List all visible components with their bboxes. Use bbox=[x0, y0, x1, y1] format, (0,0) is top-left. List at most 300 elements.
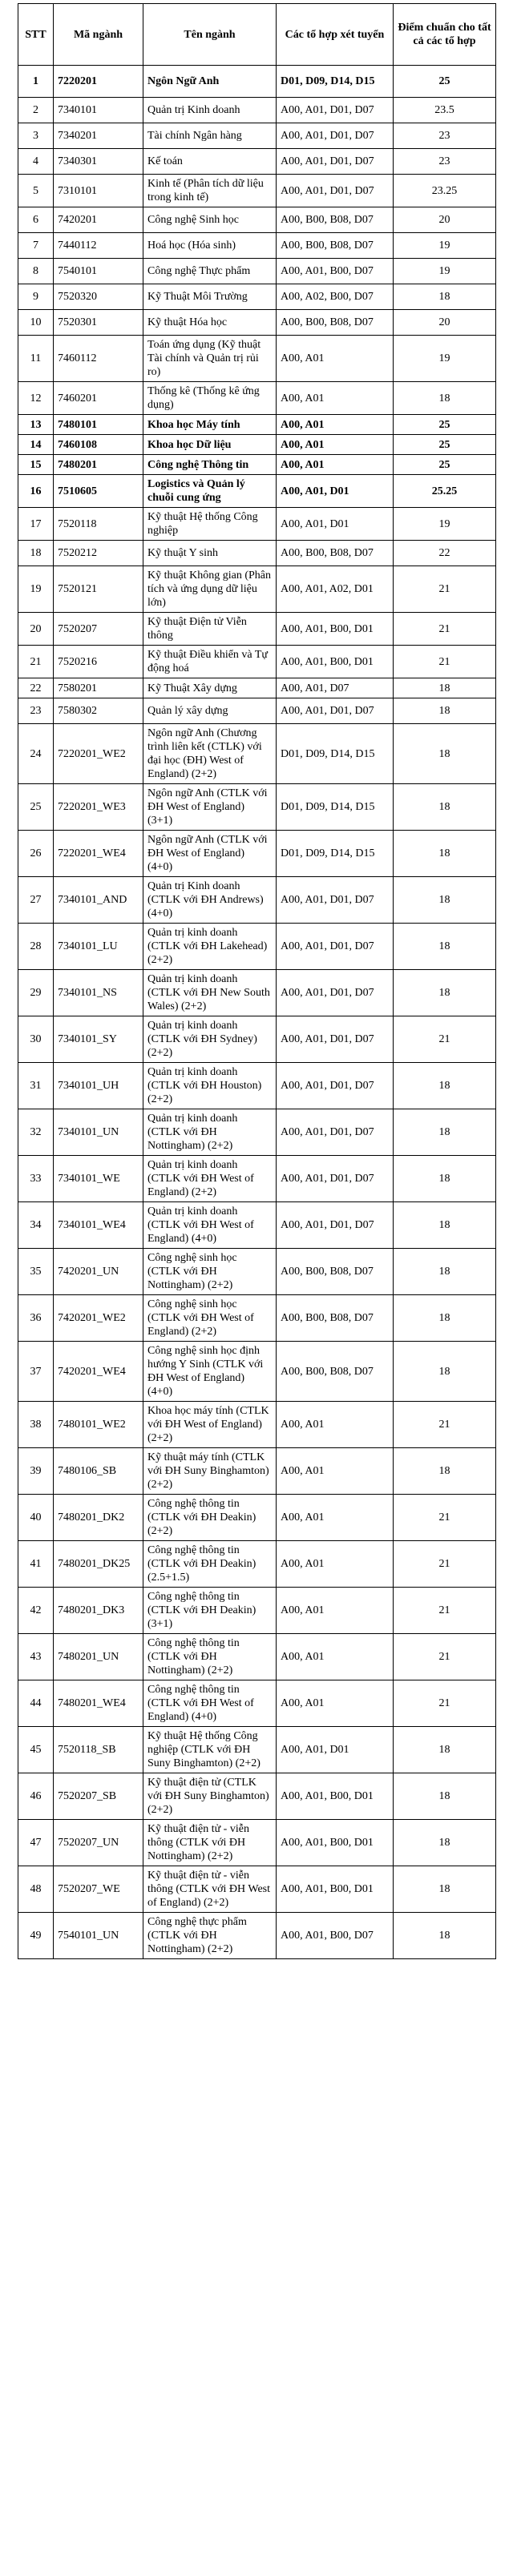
table-row bbox=[18, 970, 496, 1016]
row-cutoff-score: 18 bbox=[394, 1249, 496, 1295]
row-stt: 17 bbox=[18, 508, 54, 541]
row-subject-combinations: A00, A01, D01, D07 bbox=[277, 149, 394, 175]
row-subject-combinations: D01, D09, D14, D15 bbox=[277, 784, 394, 831]
row-subject-combinations: A00, A01 bbox=[277, 1448, 394, 1495]
row-stt: 41 bbox=[18, 1541, 54, 1588]
row-cutoff-score: 25 bbox=[394, 415, 496, 435]
row-major-code: 7340101_WE4 bbox=[54, 1202, 143, 1249]
row-major-name: Kỹ thuật Hệ thống Công nghiệp (CTLK với ĐH Suny Binghamton) (2+2) bbox=[143, 1727, 277, 1773]
table-header bbox=[18, 4, 496, 66]
table-row bbox=[18, 207, 496, 233]
row-major-code: 7510605 bbox=[54, 475, 143, 508]
row-major-name: Công nghệ thông tin (CTLK với ĐH Deakin) (2.5+1.5) bbox=[143, 1541, 277, 1588]
row-subject-combinations: A00, A01, B00, D01 bbox=[277, 613, 394, 646]
row-major-code: 7460112 bbox=[54, 336, 143, 382]
row-subject-combinations: A00, A01, D01, D07 bbox=[277, 1156, 394, 1202]
row-major-name: Khoa học máy tính (CTLK với ĐH West of England) (2+2) bbox=[143, 1402, 277, 1448]
row-major-code: 7520121 bbox=[54, 566, 143, 613]
row-major-code: 7520207_SB bbox=[54, 1773, 143, 1820]
row-major-name: Công nghệ sinh học (CTLK với ĐH Nottingham) (2+2) bbox=[143, 1249, 277, 1295]
row-stt: 21 bbox=[18, 646, 54, 678]
row-stt: 38 bbox=[18, 1402, 54, 1448]
row-stt: 7 bbox=[18, 233, 54, 259]
row-subject-combinations: A00, A01, D01, D07 bbox=[277, 698, 394, 724]
row-major-code: 7340301 bbox=[54, 149, 143, 175]
table-row bbox=[18, 98, 496, 123]
row-cutoff-score: 23 bbox=[394, 149, 496, 175]
row-major-name: Khoa học Dữ liệu bbox=[143, 435, 277, 455]
row-major-name: Thống kê (Thống kê ứng dụng) bbox=[143, 382, 277, 415]
row-cutoff-score: 18 bbox=[394, 1448, 496, 1495]
row-major-name: Kỹ thuật Điện tử Viễn thông bbox=[143, 613, 277, 646]
row-major-code: 7520118 bbox=[54, 508, 143, 541]
row-cutoff-score: 21 bbox=[394, 1541, 496, 1588]
row-stt: 36 bbox=[18, 1295, 54, 1342]
row-subject-combinations: A00, A01, D01, D07 bbox=[277, 123, 394, 149]
row-major-name: Quản trị kinh doanh (CTLK với ĐH Lakehead) (2+2) bbox=[143, 924, 277, 970]
row-major-code: 7520118_SB bbox=[54, 1727, 143, 1773]
row-stt: 2 bbox=[18, 98, 54, 123]
row-major-name: Kỹ Thuật Môi Trường bbox=[143, 284, 277, 310]
row-major-name: Công nghệ thông tin (CTLK với ĐH Deakin) (3+1) bbox=[143, 1588, 277, 1634]
row-cutoff-score: 21 bbox=[394, 1680, 496, 1727]
row-major-code: 7480201_UN bbox=[54, 1634, 143, 1680]
row-major-code: 7420201_WE2 bbox=[54, 1295, 143, 1342]
table-row bbox=[18, 336, 496, 382]
table-row bbox=[18, 1588, 496, 1634]
row-subject-combinations: A00, B00, B08, D07 bbox=[277, 1295, 394, 1342]
row-major-name: Kỹ thuật Hệ thống Công nghiệp bbox=[143, 508, 277, 541]
row-subject-combinations: D01, D09, D14, D15 bbox=[277, 724, 394, 784]
table-row bbox=[18, 1913, 496, 1959]
row-major-code: 7480201 bbox=[54, 455, 143, 475]
row-subject-combinations: A00, A01, D01 bbox=[277, 508, 394, 541]
header-stt: STT bbox=[18, 4, 54, 66]
table-row bbox=[18, 1448, 496, 1495]
table-row bbox=[18, 1541, 496, 1588]
row-subject-combinations: A00, A02, B00, D07 bbox=[277, 284, 394, 310]
row-cutoff-score: 18 bbox=[394, 382, 496, 415]
table-row bbox=[18, 646, 496, 678]
row-stt: 28 bbox=[18, 924, 54, 970]
table-row bbox=[18, 284, 496, 310]
row-cutoff-score: 18 bbox=[394, 1820, 496, 1866]
row-subject-combinations: A00, B00, B08, D07 bbox=[277, 1249, 394, 1295]
row-major-name: Quản trị kinh doanh (CTLK với ĐH Sydney) (2+2) bbox=[143, 1016, 277, 1063]
row-cutoff-score: 18 bbox=[394, 1202, 496, 1249]
table-row bbox=[18, 784, 496, 831]
row-stt: 12 bbox=[18, 382, 54, 415]
row-cutoff-score: 18 bbox=[394, 1295, 496, 1342]
row-major-name: Kinh tế (Phân tích dữ liệu trong kinh tế) bbox=[143, 175, 277, 207]
row-subject-combinations: A00, A01, D07 bbox=[277, 678, 394, 698]
row-major-name: Công nghệ thông tin (CTLK với ĐH Deakin) (2+2) bbox=[143, 1495, 277, 1541]
row-stt: 5 bbox=[18, 175, 54, 207]
row-stt: 24 bbox=[18, 724, 54, 784]
row-stt: 16 bbox=[18, 475, 54, 508]
row-major-name: Kỹ thuật Điều khiển và Tự động hoá bbox=[143, 646, 277, 678]
row-stt: 43 bbox=[18, 1634, 54, 1680]
table-row bbox=[18, 1342, 496, 1402]
row-major-code: 7520212 bbox=[54, 541, 143, 566]
row-subject-combinations: A00, A01, D01, D07 bbox=[277, 1202, 394, 1249]
row-stt: 31 bbox=[18, 1063, 54, 1109]
table-row bbox=[18, 1820, 496, 1866]
row-major-name: Ngôn ngữ Anh (CTLK với ĐH West of England) (3+1) bbox=[143, 784, 277, 831]
row-subject-combinations: A00, A01 bbox=[277, 1680, 394, 1727]
row-cutoff-score: 25 bbox=[394, 66, 496, 98]
row-subject-combinations: A00, A01, B00, D01 bbox=[277, 1866, 394, 1913]
row-stt: 44 bbox=[18, 1680, 54, 1727]
row-major-code: 7340101_UH bbox=[54, 1063, 143, 1109]
row-major-name: Khoa học Máy tính bbox=[143, 415, 277, 435]
row-major-name: Quản trị Kinh doanh bbox=[143, 98, 277, 123]
table-row bbox=[18, 831, 496, 877]
table-row bbox=[18, 613, 496, 646]
header-major-name: Tên ngành bbox=[143, 4, 277, 66]
row-major-code: 7340101_AND bbox=[54, 877, 143, 924]
table-row bbox=[18, 455, 496, 475]
row-stt: 23 bbox=[18, 698, 54, 724]
table-row bbox=[18, 1156, 496, 1202]
row-stt: 35 bbox=[18, 1249, 54, 1295]
row-cutoff-score: 21 bbox=[394, 1634, 496, 1680]
row-cutoff-score: 20 bbox=[394, 207, 496, 233]
row-stt: 4 bbox=[18, 149, 54, 175]
row-major-code: 7340201 bbox=[54, 123, 143, 149]
table-row bbox=[18, 1016, 496, 1063]
row-cutoff-score: 25 bbox=[394, 435, 496, 455]
table-row bbox=[18, 149, 496, 175]
row-cutoff-score: 21 bbox=[394, 1495, 496, 1541]
row-subject-combinations: A00, A01, B00, D07 bbox=[277, 1913, 394, 1959]
row-cutoff-score: 23 bbox=[394, 123, 496, 149]
table-row bbox=[18, 1680, 496, 1727]
row-major-code: 7520207_WE bbox=[54, 1866, 143, 1913]
table-row bbox=[18, 1727, 496, 1773]
table-row bbox=[18, 924, 496, 970]
row-cutoff-score: 18 bbox=[394, 831, 496, 877]
row-subject-combinations: A00, A01 bbox=[277, 435, 394, 455]
row-subject-combinations: A00, A01, D01, D07 bbox=[277, 877, 394, 924]
row-cutoff-score: 19 bbox=[394, 233, 496, 259]
row-cutoff-score: 19 bbox=[394, 259, 496, 284]
row-stt: 45 bbox=[18, 1727, 54, 1773]
row-major-code: 7420201 bbox=[54, 207, 143, 233]
row-stt: 15 bbox=[18, 455, 54, 475]
row-major-name: Quản trị kinh doanh (CTLK với ĐH Houston) (2+2) bbox=[143, 1063, 277, 1109]
row-major-code: 7540101 bbox=[54, 259, 143, 284]
row-subject-combinations: A00, A01, D01, D07 bbox=[277, 1016, 394, 1063]
row-stt: 29 bbox=[18, 970, 54, 1016]
row-major-code: 7440112 bbox=[54, 233, 143, 259]
row-stt: 49 bbox=[18, 1913, 54, 1959]
row-major-code: 7340101 bbox=[54, 98, 143, 123]
row-cutoff-score: 18 bbox=[394, 1109, 496, 1156]
row-major-code: 7480201_DK25 bbox=[54, 1541, 143, 1588]
row-cutoff-score: 21 bbox=[394, 566, 496, 613]
row-major-name: Kế toán bbox=[143, 149, 277, 175]
row-stt: 47 bbox=[18, 1820, 54, 1866]
row-subject-combinations: A00, A01, B00, D01 bbox=[277, 646, 394, 678]
row-subject-combinations: A00, A01, D01, D07 bbox=[277, 1109, 394, 1156]
row-cutoff-score: 25.25 bbox=[394, 475, 496, 508]
row-major-name: Ngôn Ngữ Anh bbox=[143, 66, 277, 98]
table-row bbox=[18, 508, 496, 541]
table-row bbox=[18, 475, 496, 508]
table-row bbox=[18, 1402, 496, 1448]
row-major-name: Kỹ thuật điện tử (CTLK với ĐH Suny Binghamton) (2+2) bbox=[143, 1773, 277, 1820]
row-cutoff-score: 18 bbox=[394, 1913, 496, 1959]
row-stt: 19 bbox=[18, 566, 54, 613]
row-major-code: 7580201 bbox=[54, 678, 143, 698]
row-stt: 30 bbox=[18, 1016, 54, 1063]
row-stt: 27 bbox=[18, 877, 54, 924]
row-subject-combinations: A00, A01 bbox=[277, 455, 394, 475]
row-subject-combinations: A00, A01, A02, D01 bbox=[277, 566, 394, 613]
table-row bbox=[18, 415, 496, 435]
table-row bbox=[18, 435, 496, 455]
row-cutoff-score: 23.25 bbox=[394, 175, 496, 207]
row-stt: 32 bbox=[18, 1109, 54, 1156]
row-cutoff-score: 18 bbox=[394, 1342, 496, 1402]
row-cutoff-score: 18 bbox=[394, 1727, 496, 1773]
row-major-code: 7520207 bbox=[54, 613, 143, 646]
table-row bbox=[18, 259, 496, 284]
row-subject-combinations: A00, A01, D01 bbox=[277, 475, 394, 508]
row-major-name: Kỹ thuật điện tử - viễn thông (CTLK với ĐH West of England) (2+2) bbox=[143, 1866, 277, 1913]
row-stt: 8 bbox=[18, 259, 54, 284]
row-major-code: 7340101_UN bbox=[54, 1109, 143, 1156]
row-subject-combinations: A00, A01 bbox=[277, 336, 394, 382]
row-cutoff-score: 20 bbox=[394, 310, 496, 336]
row-major-code: 7310101 bbox=[54, 175, 143, 207]
row-major-name: Công nghệ thông tin (CTLK với ĐH West of England) (4+0) bbox=[143, 1680, 277, 1727]
row-stt: 42 bbox=[18, 1588, 54, 1634]
table-row bbox=[18, 1866, 496, 1913]
row-subject-combinations: A00, A01, D01, D07 bbox=[277, 970, 394, 1016]
row-cutoff-score: 18 bbox=[394, 784, 496, 831]
table-row bbox=[18, 233, 496, 259]
row-stt: 6 bbox=[18, 207, 54, 233]
row-major-name: Quản lý xây dựng bbox=[143, 698, 277, 724]
row-stt: 40 bbox=[18, 1495, 54, 1541]
row-cutoff-score: 18 bbox=[394, 1773, 496, 1820]
row-subject-combinations: A00, A01, D01, D07 bbox=[277, 98, 394, 123]
row-cutoff-score: 21 bbox=[394, 1016, 496, 1063]
table-row bbox=[18, 1634, 496, 1680]
row-major-code: 7480106_SB bbox=[54, 1448, 143, 1495]
row-major-name: Công nghệ sinh học (CTLK với ĐH West of England) (2+2) bbox=[143, 1295, 277, 1342]
table-row bbox=[18, 310, 496, 336]
row-subject-combinations: A00, A01 bbox=[277, 1588, 394, 1634]
table-row bbox=[18, 566, 496, 613]
row-major-code: 7340101_SY bbox=[54, 1016, 143, 1063]
row-cutoff-score: 19 bbox=[394, 336, 496, 382]
row-cutoff-score: 18 bbox=[394, 1866, 496, 1913]
row-major-code: 7220201_WE4 bbox=[54, 831, 143, 877]
row-major-code: 7520207_UN bbox=[54, 1820, 143, 1866]
row-major-code: 7480101_WE2 bbox=[54, 1402, 143, 1448]
row-subject-combinations: A00, A01, D01, D07 bbox=[277, 175, 394, 207]
row-major-code: 7480201_DK2 bbox=[54, 1495, 143, 1541]
row-subject-combinations: A00, B00, B08, D07 bbox=[277, 207, 394, 233]
row-subject-combinations: A00, A01, D01, D07 bbox=[277, 1063, 394, 1109]
row-cutoff-score: 21 bbox=[394, 646, 496, 678]
row-stt: 11 bbox=[18, 336, 54, 382]
row-subject-combinations: A00, B00, B08, D07 bbox=[277, 541, 394, 566]
row-cutoff-score: 18 bbox=[394, 970, 496, 1016]
row-stt: 18 bbox=[18, 541, 54, 566]
row-major-name: Tài chính Ngân hàng bbox=[143, 123, 277, 149]
table-row bbox=[18, 1063, 496, 1109]
row-stt: 14 bbox=[18, 435, 54, 455]
row-stt: 10 bbox=[18, 310, 54, 336]
row-major-name: Công nghệ sinh học định hướng Y Sinh (CTLK với ĐH West of England) (4+0) bbox=[143, 1342, 277, 1402]
row-major-name: Hoá học (Hóa sinh) bbox=[143, 233, 277, 259]
row-stt: 37 bbox=[18, 1342, 54, 1402]
row-subject-combinations: A00, B00, B08, D07 bbox=[277, 233, 394, 259]
table-row bbox=[18, 175, 496, 207]
table-row bbox=[18, 382, 496, 415]
admission-scores-table bbox=[18, 3, 496, 1959]
row-major-name: Ngôn ngữ Anh (Chương trình liên kết (CTLK) với đại học (ĐH) West of England) (2+2) bbox=[143, 724, 277, 784]
row-major-name: Kỹ thuật điện tử - viễn thông (CTLK với ĐH Nottingham) (2+2) bbox=[143, 1820, 277, 1866]
row-major-name: Quản trị kinh doanh (CTLK với ĐH Nottingham) (2+2) bbox=[143, 1109, 277, 1156]
row-major-code: 7220201_WE3 bbox=[54, 784, 143, 831]
table-row bbox=[18, 541, 496, 566]
row-major-code: 7340101_WE bbox=[54, 1156, 143, 1202]
row-subject-combinations: A00, A01 bbox=[277, 1495, 394, 1541]
table-row bbox=[18, 698, 496, 724]
table-row bbox=[18, 1249, 496, 1295]
row-subject-combinations: D01, D09, D14, D15 bbox=[277, 66, 394, 98]
row-major-code: 7460108 bbox=[54, 435, 143, 455]
row-major-name: Toán ứng dụng (Kỹ thuật Tài chính và Quản trị rủi ro) bbox=[143, 336, 277, 382]
row-cutoff-score: 18 bbox=[394, 924, 496, 970]
row-cutoff-score: 21 bbox=[394, 1402, 496, 1448]
row-subject-combinations: A00, A01, B00, D07 bbox=[277, 259, 394, 284]
table-row bbox=[18, 1495, 496, 1541]
row-major-code: 7460201 bbox=[54, 382, 143, 415]
row-cutoff-score: 25 bbox=[394, 455, 496, 475]
row-stt: 25 bbox=[18, 784, 54, 831]
row-major-code: 7220201 bbox=[54, 66, 143, 98]
row-major-name: Kỹ thuật máy tính (CTLK với ĐH Suny Binghamton) (2+2) bbox=[143, 1448, 277, 1495]
row-subject-combinations: A00, A01 bbox=[277, 1402, 394, 1448]
row-major-name: Logistics và Quản lý chuỗi cung ứng bbox=[143, 475, 277, 508]
row-stt: 20 bbox=[18, 613, 54, 646]
row-major-code: 7520216 bbox=[54, 646, 143, 678]
row-major-code: 7480201_DK3 bbox=[54, 1588, 143, 1634]
row-major-code: 7220201_WE2 bbox=[54, 724, 143, 784]
row-major-name: Công nghệ thông tin (CTLK với ĐH Nottingham) (2+2) bbox=[143, 1634, 277, 1680]
row-major-code: 7540101_UN bbox=[54, 1913, 143, 1959]
row-stt: 13 bbox=[18, 415, 54, 435]
row-stt: 22 bbox=[18, 678, 54, 698]
row-cutoff-score: 19 bbox=[394, 508, 496, 541]
row-cutoff-score: 21 bbox=[394, 613, 496, 646]
row-major-name: Ngôn ngữ Anh (CTLK với ĐH West of England) (4+0) bbox=[143, 831, 277, 877]
row-cutoff-score: 21 bbox=[394, 1588, 496, 1634]
row-stt: 39 bbox=[18, 1448, 54, 1495]
row-stt: 9 bbox=[18, 284, 54, 310]
row-major-name: Kỹ thuật Hóa học bbox=[143, 310, 277, 336]
row-stt: 33 bbox=[18, 1156, 54, 1202]
row-cutoff-score: 18 bbox=[394, 724, 496, 784]
row-subject-combinations: A00, A01 bbox=[277, 382, 394, 415]
row-major-code: 7480201_WE4 bbox=[54, 1680, 143, 1727]
table-row bbox=[18, 678, 496, 698]
row-major-name: Công nghệ Thông tin bbox=[143, 455, 277, 475]
row-major-name: Quản trị Kinh doanh (CTLK với ĐH Andrews) (4+0) bbox=[143, 877, 277, 924]
header-subject-combinations: Các tổ hợp xét tuyển bbox=[277, 4, 394, 66]
table-body bbox=[18, 66, 496, 1959]
row-major-name: Quản trị kinh doanh (CTLK với ĐH West of England) (2+2) bbox=[143, 1156, 277, 1202]
table-row bbox=[18, 724, 496, 784]
row-cutoff-score: 18 bbox=[394, 678, 496, 698]
row-stt: 26 bbox=[18, 831, 54, 877]
table-row bbox=[18, 877, 496, 924]
row-cutoff-score: 18 bbox=[394, 1156, 496, 1202]
row-major-code: 7580302 bbox=[54, 698, 143, 724]
row-major-code: 7420201_WE4 bbox=[54, 1342, 143, 1402]
header-cutoff-score: Điểm chuẩn cho tất cả các tổ hợp bbox=[394, 4, 496, 66]
row-subject-combinations: A00, A01 bbox=[277, 1541, 394, 1588]
row-stt: 34 bbox=[18, 1202, 54, 1249]
row-subject-combinations: A00, B00, B08, D07 bbox=[277, 310, 394, 336]
row-subject-combinations: A00, A01 bbox=[277, 415, 394, 435]
table-row bbox=[18, 1295, 496, 1342]
table-row bbox=[18, 66, 496, 98]
table-row bbox=[18, 123, 496, 149]
row-cutoff-score: 23.5 bbox=[394, 98, 496, 123]
row-major-name: Kỹ thuật Y sinh bbox=[143, 541, 277, 566]
row-cutoff-score: 18 bbox=[394, 284, 496, 310]
row-major-code: 7420201_UN bbox=[54, 1249, 143, 1295]
row-major-name: Công nghệ Thực phẩm bbox=[143, 259, 277, 284]
row-subject-combinations: A00, A01, D01 bbox=[277, 1727, 394, 1773]
row-subject-combinations: A00, B00, B08, D07 bbox=[277, 1342, 394, 1402]
row-cutoff-score: 22 bbox=[394, 541, 496, 566]
row-cutoff-score: 18 bbox=[394, 698, 496, 724]
row-major-code: 7520301 bbox=[54, 310, 143, 336]
row-major-name: Quản trị kinh doanh (CTLK với ĐH West of England) (4+0) bbox=[143, 1202, 277, 1249]
table-row bbox=[18, 1109, 496, 1156]
row-major-name: Kỹ thuật Không gian (Phân tích và ứng dụng dữ liệu lớn) bbox=[143, 566, 277, 613]
header-row bbox=[18, 4, 496, 66]
row-stt: 48 bbox=[18, 1866, 54, 1913]
header-major-code: Mã ngành bbox=[54, 4, 143, 66]
table-row bbox=[18, 1202, 496, 1249]
table-row bbox=[18, 1773, 496, 1820]
row-subject-combinations: A00, A01, D01, D07 bbox=[277, 924, 394, 970]
row-major-name: Công nghệ Sinh học bbox=[143, 207, 277, 233]
row-subject-combinations: A00, A01 bbox=[277, 1634, 394, 1680]
row-subject-combinations: D01, D09, D14, D15 bbox=[277, 831, 394, 877]
row-cutoff-score: 18 bbox=[394, 1063, 496, 1109]
row-major-name: Kỹ Thuật Xây dựng bbox=[143, 678, 277, 698]
row-stt: 1 bbox=[18, 66, 54, 98]
row-major-code: 7520320 bbox=[54, 284, 143, 310]
row-major-name: Quản trị kinh doanh (CTLK với ĐH New South Wales) (2+2) bbox=[143, 970, 277, 1016]
row-major-code: 7340101_NS bbox=[54, 970, 143, 1016]
row-major-code: 7340101_LU bbox=[54, 924, 143, 970]
row-subject-combinations: A00, A01, B00, D01 bbox=[277, 1773, 394, 1820]
row-subject-combinations: A00, A01, B00, D01 bbox=[277, 1820, 394, 1866]
row-cutoff-score: 18 bbox=[394, 877, 496, 924]
row-major-name: Công nghệ thực phẩm (CTLK với ĐH Nottingham) (2+2) bbox=[143, 1913, 277, 1959]
